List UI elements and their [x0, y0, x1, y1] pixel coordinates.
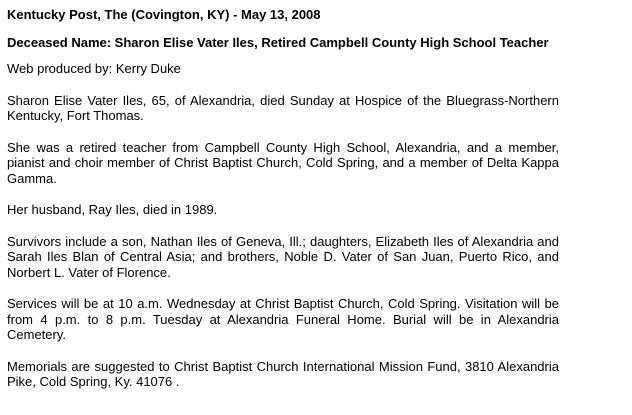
obituary-paragraph-career: She was a retired teacher from Campbell County High School, Alexandria, and a member, pianist and choir member of Christ Baptist Church, Cold Spring, and a member of Delta Kappa Gamma.	[7, 139, 559, 186]
obituary-paragraph-survivors: Survivors include a son, Nathan Iles of Geneva, Ill.; daughters, Elizabeth Iles of Alexandria and Sarah Iles Blan of Central Asia; and brothers, Noble D. Vater of San Juan, Puerto Rico, and Norbert L. Vater of Florence.	[7, 233, 559, 280]
obituary-paragraph-services: Services will be at 10 a.m. Wednesday at Christ Baptist Church, Cold Spring. Visitation will be from 4 p.m. to 8 p.m. Tuesday at Alexandria Funeral Home. Burial will be in Alexandria Cemetery.	[7, 296, 559, 342]
web-producer-credit: Web produced by: Kerry Duke	[7, 61, 181, 76]
obituary-paragraph-husband: Her husband, Ray Iles, died in 1989.	[7, 202, 218, 217]
deceased-name-heading: Deceased Name: Sharon Elise Vater Iles, Retired Campbell County High School Teacher	[7, 34, 549, 50]
obituary-paragraph-memorials: Memorials are suggested to Christ Baptist Church International Mission Fund, 3810 Alexandria Pike, Cold Spring, Ky. 41076 .	[7, 358, 559, 389]
obituary-paragraph-death: Sharon Elise Vater Iles, 65, of Alexandria, died Sunday at Hospice of the Bluegrass-Northern Kentucky, Fort Thomas.	[7, 92, 559, 123]
source-heading: Kentucky Post, The (Covington, KY) - May 13, 2008	[7, 7, 321, 22]
